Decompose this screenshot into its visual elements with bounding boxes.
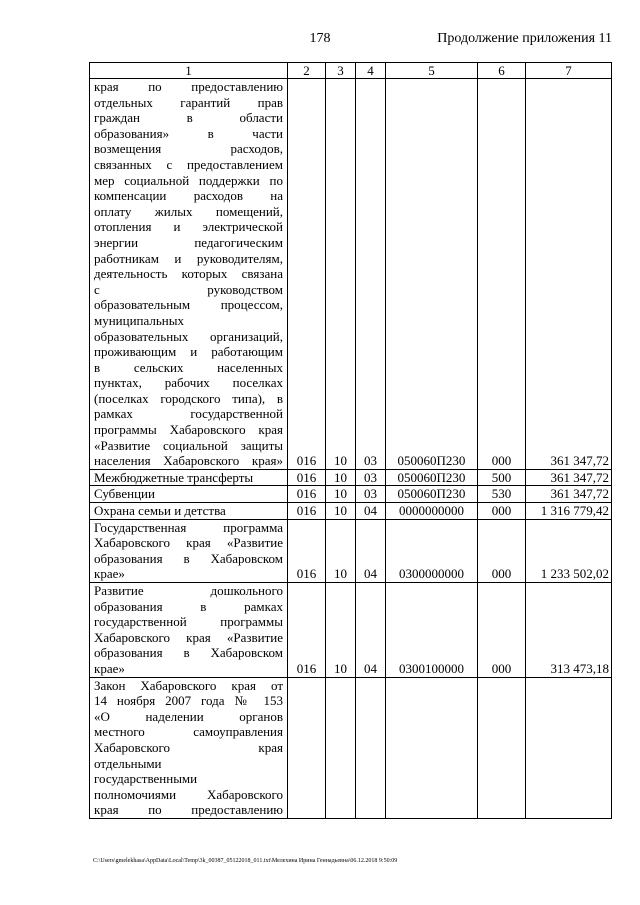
row-name-line: Хабаровского края «Развитие	[94, 629, 283, 645]
row-name-line: образования в Хабаровском	[94, 645, 283, 661]
row-name-line: «О наделении органов	[94, 708, 283, 724]
row-name-line: крае»	[94, 660, 125, 676]
row-name-line: рамках государственной	[94, 406, 283, 422]
row-name-line: отопления и электрической	[94, 219, 283, 235]
column-header: 7	[526, 63, 612, 79]
row-name-line: в сельских населенных	[94, 359, 283, 375]
row-name-line: возмещения расходов,	[94, 141, 283, 157]
table-row	[90, 79, 612, 470]
column-header: 6	[478, 63, 526, 79]
row-name-line: с руководством	[94, 281, 283, 297]
row-name-line: Хабаровского края	[94, 739, 283, 755]
row-name-line: оплату жилых помещений,	[94, 203, 283, 219]
amount-cell: 361 347,72	[526, 79, 612, 470]
row-name-line: государственными	[94, 771, 198, 787]
row-name-line: программы Хабаровского края	[94, 422, 283, 438]
row-name-line: Межбюджетные трансферты	[94, 469, 254, 485]
budget-table	[89, 62, 612, 819]
expense-type-code-cell: 000	[478, 79, 526, 470]
section-code-cell: 10	[326, 583, 356, 678]
row-name-cell	[90, 486, 288, 503]
chapter-code-cell: 016	[288, 469, 326, 486]
row-name-line: отдельных гарантий прав	[94, 94, 283, 110]
row-name-line: компенсации расходов на	[94, 188, 283, 204]
row-name-line: граждан в области	[94, 110, 283, 126]
row-name-cell	[90, 469, 288, 486]
amount-cell: 1 233 502,02	[526, 519, 612, 582]
section-code-cell: 10	[326, 519, 356, 582]
row-name-line: образования» в части	[94, 125, 283, 141]
section-code-cell: 10	[326, 79, 356, 470]
subsection-code-cell	[356, 677, 386, 818]
appendix-note: Продолжение приложения 11	[437, 31, 612, 46]
target-item-code-cell: 050060П230	[386, 79, 478, 470]
expense-type-code-cell: 530	[478, 486, 526, 503]
chapter-code-cell: 016	[288, 583, 326, 678]
row-name-line: крае»	[94, 566, 125, 582]
row-name-cell	[90, 79, 288, 470]
column-header: 4	[356, 63, 386, 79]
row-name-cell	[90, 519, 288, 582]
row-name-line: муниципальных	[94, 312, 185, 328]
target-item-code-cell	[386, 677, 478, 818]
row-name-line: Охрана семьи и детства	[94, 503, 226, 519]
subsection-code-cell: 04	[356, 503, 386, 520]
row-name-line: «Развитие социальной защиты	[94, 437, 283, 453]
expense-type-code-cell: 500	[478, 469, 526, 486]
subsection-code-cell: 03	[356, 486, 386, 503]
column-header: 3	[326, 63, 356, 79]
subsection-code-cell: 04	[356, 519, 386, 582]
target-item-code-cell: 0000000000	[386, 503, 478, 520]
table-row	[90, 469, 612, 486]
page-number: 178	[309, 31, 331, 46]
expense-type-code-cell	[478, 677, 526, 818]
amount-cell	[526, 677, 612, 818]
column-number-row	[90, 63, 612, 79]
subsection-code-cell: 03	[356, 79, 386, 470]
column-header: 2	[288, 63, 326, 79]
row-name-line: Закон Хабаровского края от	[94, 677, 283, 693]
section-code-cell: 10	[326, 469, 356, 486]
chapter-code-cell: 016	[288, 519, 326, 582]
row-name-line: проживающим и работающим	[94, 344, 283, 360]
row-name-line: Хабаровского края «Развитие	[94, 535, 283, 551]
chapter-code-cell: 016	[288, 486, 326, 503]
subsection-code-cell: 03	[356, 469, 386, 486]
amount-cell: 1 316 779,42	[526, 503, 612, 520]
row-name-line: работникам и руководителям,	[94, 250, 283, 266]
section-code-cell: 10	[326, 486, 356, 503]
chapter-code-cell: 016	[288, 503, 326, 520]
row-name-cell	[90, 677, 288, 818]
amount-cell: 361 347,72	[526, 469, 612, 486]
row-name-line: государственной программы	[94, 614, 283, 630]
target-item-code-cell: 050060П230	[386, 486, 478, 503]
table-row	[90, 583, 612, 678]
table-header	[90, 63, 612, 79]
row-name-line: мер социальной поддержки по	[94, 172, 283, 188]
table-row	[90, 503, 612, 520]
row-name-line: края по предоставлению	[94, 79, 283, 94]
row-name-cell	[90, 583, 288, 678]
row-name-line: местного самоуправления	[94, 724, 283, 740]
expense-type-code-cell: 000	[478, 583, 526, 678]
row-name-line: населения Хабаровского края»	[94, 453, 283, 469]
table-row	[90, 486, 612, 503]
column-header: 1	[90, 63, 288, 79]
row-name-line: образования в рамках	[94, 598, 283, 614]
subsection-code-cell: 04	[356, 583, 386, 678]
row-name-line: образовательным процессом,	[94, 297, 283, 313]
row-name-line: энергии педагогическим	[94, 234, 283, 250]
row-name-line: 14 ноября 2007 года № 153	[94, 693, 283, 709]
row-name-line: образования в Хабаровском	[94, 550, 283, 566]
row-name-line: полномочиями Хабаровского	[94, 786, 283, 802]
table-body	[90, 79, 612, 819]
row-name-line: деятельность которых связана	[94, 266, 283, 282]
target-item-code-cell: 0300000000	[386, 519, 478, 582]
row-name-line: пунктах, рабочих поселках	[94, 375, 283, 391]
section-code-cell	[326, 677, 356, 818]
row-name-cell	[90, 503, 288, 520]
table-row	[90, 677, 612, 818]
row-name-line: образовательных организаций,	[94, 328, 283, 344]
row-name-line: края по предоставлению	[94, 802, 283, 818]
row-name-line: связанных с предоставлением	[94, 156, 283, 172]
row-name-line: Субвенции	[94, 486, 155, 502]
chapter-code-cell: 016	[288, 79, 326, 470]
expense-type-code-cell: 000	[478, 503, 526, 520]
column-header: 5	[386, 63, 478, 79]
target-item-code-cell: 0300100000	[386, 583, 478, 678]
chapter-code-cell	[288, 677, 326, 818]
row-name-line: Государственная программа	[94, 519, 283, 535]
row-name-line: (поселках городского типа), в	[94, 390, 283, 406]
target-item-code-cell: 050060П230	[386, 469, 478, 486]
expense-type-code-cell: 000	[478, 519, 526, 582]
footer-file-path: C:\Users\gmelekhasa\AppData\Local\Temp\3k_00387_05122018_011.txt\Мелехина Ирина Геннадьевна\06.12.2018 9:50:09	[93, 858, 398, 864]
amount-cell: 361 347,72	[526, 486, 612, 503]
section-code-cell: 10	[326, 503, 356, 520]
table-row	[90, 519, 612, 582]
amount-cell: 313 473,18	[526, 583, 612, 678]
row-name-line: отдельными	[94, 755, 162, 771]
row-name-line: Развитие дошкольного	[94, 583, 283, 598]
